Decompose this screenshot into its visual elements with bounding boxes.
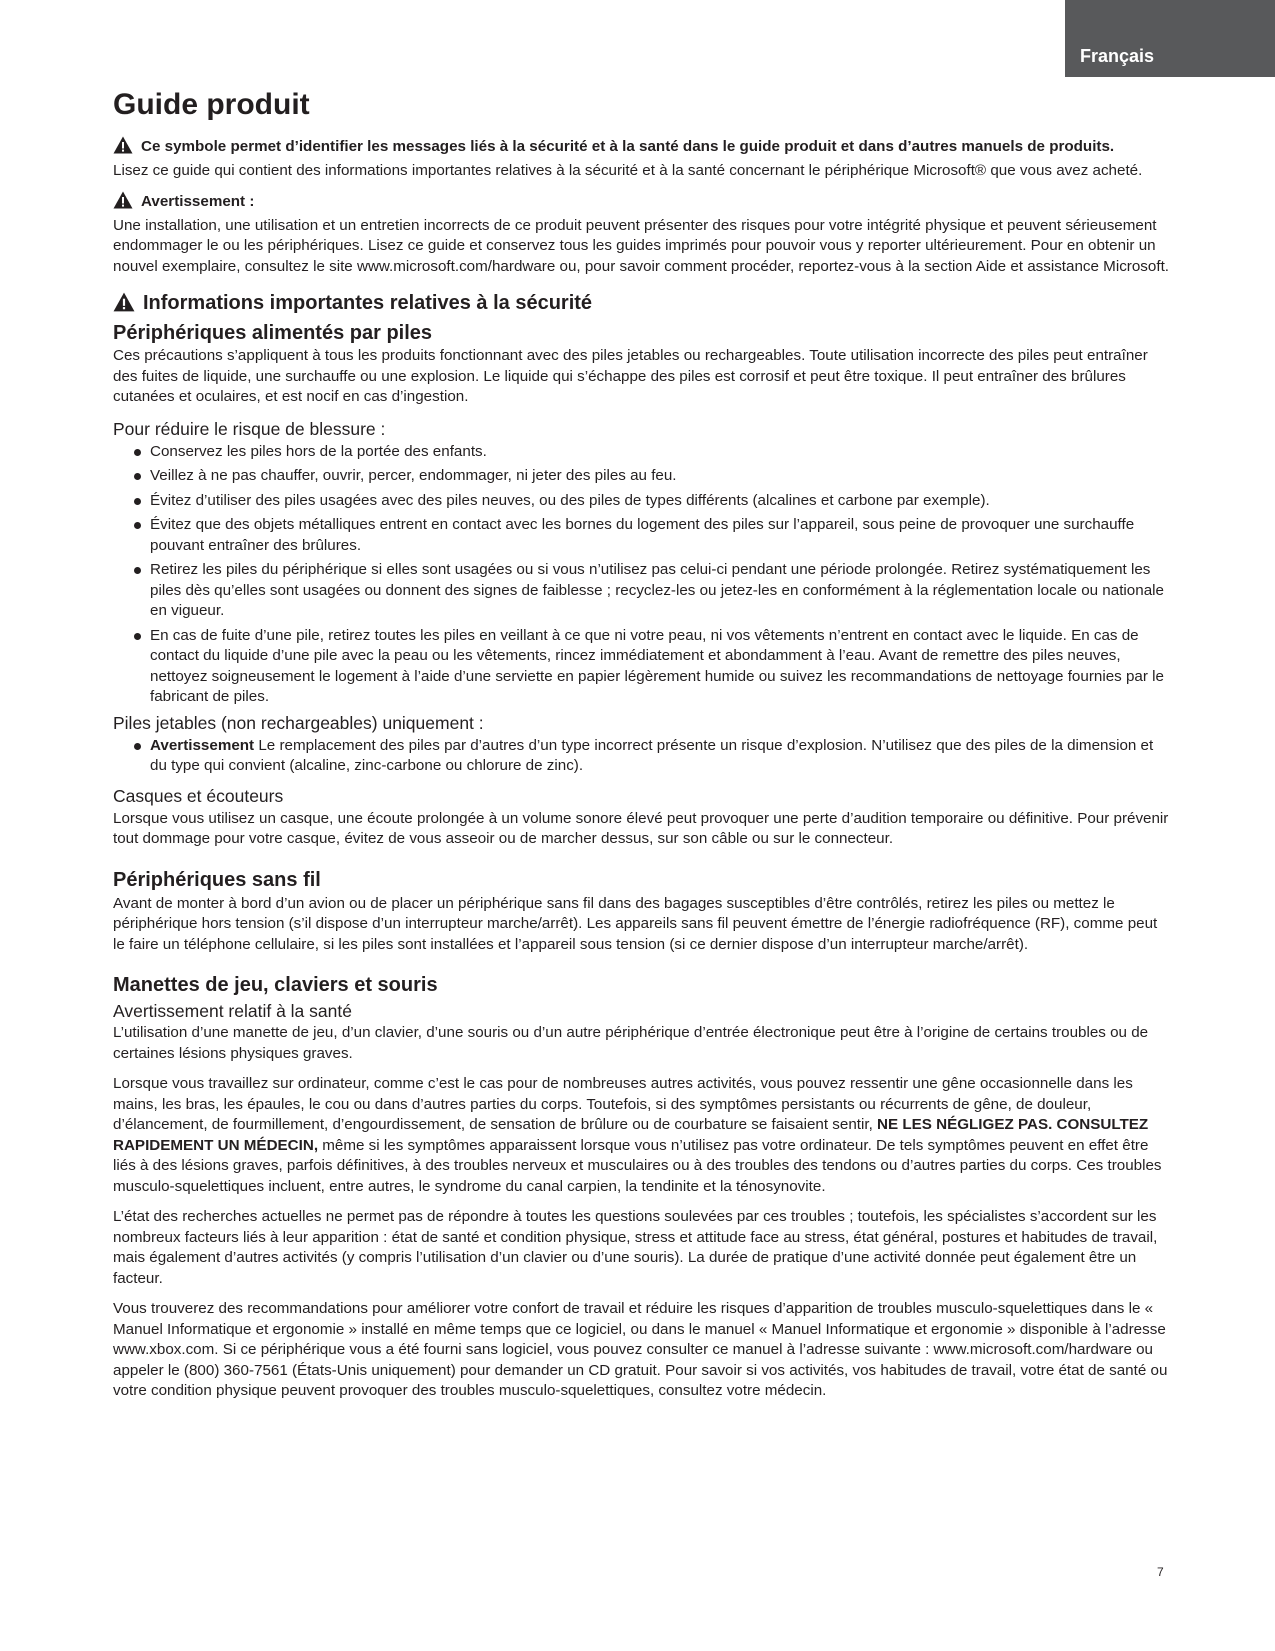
- disposable-heading: Piles jetables (non rechargeables) uniquement :: [113, 712, 484, 733]
- disposable-warning-text: Le remplacement des piles par d’autres d’un type incorrect présente un risque d’explosion. N’utilisez que des piles de la dimension et du type qui convient (alcaline, zinc-carbone ou chlorure de zinc).: [150, 736, 1154, 774]
- list-item: [113, 736, 1171, 777]
- risk-list: [113, 442, 1171, 708]
- warning-triangle-icon: [113, 136, 133, 161]
- symbol-note-paragraph: [113, 136, 1171, 161]
- controllers-paragraph-2: Lorsque vous travaillez sur ordinateur, comme c’est le cas pour de nombreuses autres activités, vous pouvez ressentir une gêne occasionnelle dans les mains, les bras, les épaules, le cou ou dans d’autres parties du corps. Toutefois, si des symptômes persistants ou récurrents de gêne, de douleur, d’élancement, de fourmillement, d’engourdissement, de sensation de brûlure ou de courbature se faisaient sentir, NE LES NÉGLIGEZ PAS. CONSULTEZ RAPIDEMENT UN MÉDECIN, même si les symptômes apparaissent lorsque vous n’utilisez pas votre ordinateur. De tels symptômes peuvent en effet être liés à des lésions graves, parfois définitives, à des troubles nerveux et musculaires ou à des troubles des tendons ou d’autres parties du corps. Ces troubles musculo-squelettiques incluent, entre autres, le syndrome du canal carpien, la tendinite et la ténosynovite.: [113, 1075, 1162, 1195]
- controllers-paragraph-3: L’état des recherches actuelles ne permet pas de répondre à toutes les questions soulevées par ces troubles ; toutefois, les spécialistes s’accordent sur les nombreux facteurs liés à leur apparition : état de santé et condition physique, stress et attitude face au stress, état général, postures et habitudes de travail, mais également d’autres activités (y compris l’utilisation d’un clavier ou d’une souris). La durée de pratique d’une activité donnée peut également être un facteur.: [113, 1208, 1158, 1287]
- disposable-list: [113, 736, 1171, 777]
- symbol-note: Ce symbole permet d’identifier les messages liés à la sécurité et à la santé dans le guide produit et dans d’autres manuels de produits.: [141, 138, 1115, 155]
- bullet: [134, 522, 141, 529]
- controllers-heading: Manettes de jeu, claviers et souris: [113, 974, 438, 996]
- bullet: [134, 449, 141, 456]
- health-heading: Avertissement relatif à la santé: [113, 1001, 352, 1021]
- bullet: [134, 567, 141, 574]
- read-note: Lisez ce guide qui contient des informations importantes relatives à la sécurité et à la santé concernant le périphérique Microsoft® que vous avez acheté.: [113, 161, 1143, 179]
- bullet: [134, 498, 141, 505]
- disposable-warning-label: Avertissement: [150, 736, 255, 754]
- safety-heading-text: Informations importantes relatives à la sécurité: [143, 292, 593, 314]
- wireless-text: Avant de monter à bord d’un avion ou de placer un périphérique sans fil dans des bagages susceptibles d’être contrôlés, retirez les piles ou mettez le périphérique hors tension (s’il dispose d’un interrupteur marche/arrêt). Les appareils sans fil peuvent émettre de l’énergie radiofréquence (RF), comme peut le faire un téléphone cellulaire, si les piles sont installées et l’appareil sous tension (si ce dernier dispose d’un interrupteur marche/arrêt).: [113, 894, 1158, 953]
- risk-heading: Pour réduire le risque de blessure :: [113, 418, 386, 439]
- list-item: Évitez d’utiliser des piles usagées avec des piles neuves, ou des piles de types différents (alcalines et carbone par exemple).: [113, 491, 1171, 512]
- list-item: Évitez que des objets métalliques entrent en contact avec les bornes du logement des piles sur l’appareil, sous peine de provoquer une surchauffe pouvant entraîner des brûlures.: [113, 515, 1171, 556]
- consult-doctor-warning: NE LES NÉGLIGEZ PAS. CONSULTEZ RAPIDEMENT UN MÉDECIN,: [113, 1116, 1149, 1154]
- warning-text: Une installation, une utilisation et un entretien incorrects de ce produit peuvent présenter des risques pour votre intégrité physique et peuvent sérieusement endommager le ou les périphériques. Lisez ce guide et conservez tous les guides imprimés pour pouvoir vous y reporter ultérieurement. Pour en obtenir un nouvel exemplaire, consultez le site www.microsoft.com/hardware ou, pour savoir comment procéder, reportez-vous à la section Aide et assistance Microsoft.: [113, 216, 1170, 275]
- warning-heading: [113, 191, 1171, 216]
- controllers-paragraph-4: Vous trouverez des recommandations pour améliorer votre confort de travail et réduire les risques d’apparition de troubles musculo-squelettiques dans le « Manuel Informatique et ergonomie » installé en même temps que ce logiciel, ou dans le manuel « Manuel Informatique et ergonomie » disponible à l’adresse www.xbox.com. Si ce périphérique vous a été fourni sans logiciel, vous pouvez consulter ce manuel à l’adresse suivante : www.microsoft.com/hardware ou appeler le (800) 360-7561 (États-Unis uniquement) pour demander un CD gratuit. Pour savoir si vos activités, vos habitudes de travail, votre état de santé ou votre condition physique peuvent provoquer des troubles musculo-squelettiques, consultez votre médecin.: [113, 1300, 1168, 1399]
- headsets-heading: Casques et écouteurs: [113, 785, 284, 806]
- bullet: [134, 633, 141, 640]
- page-content: [113, 86, 1171, 1402]
- wireless-heading: Périphériques sans fil: [113, 868, 321, 891]
- headsets-text: Lorsque vous utilisez un casque, une écoute prolongée à un volume sonore élevé peut provoquer une perte d’audition temporaire ou définitive. Pour prévenir tout dommage pour votre casque, évitez de vous asseoir ou de marcher dessus, sur son câble ou sur le connecteur.: [113, 809, 1169, 847]
- warning-triangle-icon: [113, 292, 135, 320]
- bullet: [134, 743, 141, 750]
- battery-heading: Périphériques alimentés par piles: [113, 322, 433, 344]
- list-item: Conservez les piles hors de la portée des enfants.: [113, 442, 1171, 463]
- language-label: Français: [1080, 46, 1155, 66]
- warning-label: Avertissement :: [141, 193, 255, 210]
- list-item: En cas de fuite d’une pile, retirez toutes les piles en veillant à ce que ni votre peau, ni vos vêtements n’entrent en contact avec le liquide. En cas de contact du liquide d’une pile avec la peau ou les vêtements, rincez immédiatement et abondamment à l’eau. Avant de remettre des piles neuves, nettoyez soigneusement le logement à l’aide d’une serviette en papier légèrement humide ou suivez les recommandations de nettoyage fournies par le fabricant de piles.: [113, 626, 1171, 708]
- bullet: [134, 473, 141, 480]
- page-number: 7: [1157, 1565, 1164, 1579]
- list-item: Veillez à ne pas chauffer, ouvrir, percer, endommager, ni jeter des piles au feu.: [113, 466, 1171, 487]
- safety-heading: [113, 289, 1171, 320]
- page-title: Guide produit: [113, 88, 310, 121]
- language-tab: [1065, 0, 1275, 77]
- warning-triangle-icon: [113, 191, 133, 216]
- controllers-paragraph-1: L’utilisation d’une manette de jeu, d’un clavier, d’une souris ou d’un autre périphérique d’entrée électronique peut être à l’origine de certains troubles ou de certaines lésions physiques graves.: [113, 1024, 1149, 1062]
- battery-text: Ces précautions s’appliquent à tous les produits fonctionnant avec des piles jetables ou rechargeables. Toute utilisation incorrecte des piles peut entraîner des fuites de liquide, une surchauffe ou une explosion. Le liquide qui s’échappe des piles est corrosif et peut être toxique. Il peut entraîner des brûlures cutanées et oculaires, et est nocif en cas d’ingestion.: [113, 347, 1148, 405]
- list-item: Retirez les piles du périphérique si elles sont usagées ou si vous n’utilisez pas celui-ci pendant une période prolongée. Retirez systématiquement les piles dès qu’elles sont usagées ou donnent des signes de faiblesse ; recyclez-les ou jetez-les en conformément à la réglementation locale ou nationale en vigueur.: [113, 560, 1171, 622]
